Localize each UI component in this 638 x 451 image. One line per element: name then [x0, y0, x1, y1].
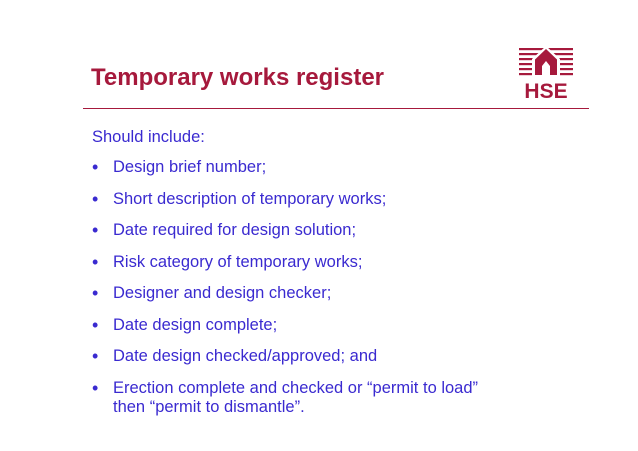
list-item: [92, 253, 512, 272]
list-item-text: Date design checked/approved; and: [113, 347, 378, 365]
hse-logo: [516, 44, 576, 100]
list-item: [92, 347, 512, 366]
list-item: [92, 316, 512, 335]
bullet-icon: •: [92, 314, 99, 335]
list-item: [92, 284, 512, 303]
bullet-icon: •: [92, 377, 99, 398]
list-item-text: Date required for design solution;: [113, 221, 357, 239]
list-item: [92, 221, 512, 240]
bullet-list: [92, 158, 512, 429]
bullet-icon: •: [92, 251, 99, 272]
logo-emblem-icon: [532, 46, 560, 77]
list-item-text: Designer and design checker;: [113, 284, 332, 302]
bullet-icon: •: [92, 157, 99, 177]
bullet-icon: •: [92, 346, 99, 366]
list-item: [92, 158, 512, 177]
title-divider: [83, 108, 589, 109]
list-item: [92, 190, 512, 209]
logo-text: HSE: [524, 80, 568, 100]
list-item-text: Risk category of temporary works;: [113, 252, 363, 271]
list-item-text: Short description of temporary works;: [113, 189, 387, 208]
bullet-icon: •: [92, 220, 99, 240]
list-item-text: Erection complete and checked or “permit to load” then “permit to dismantle”.: [113, 378, 479, 416]
list-item: [92, 379, 512, 417]
list-item-text: Design brief number;: [113, 158, 267, 176]
intro-text: Should include:: [92, 128, 205, 146]
slide-title: Temporary works register: [91, 64, 385, 91]
bullet-icon: •: [92, 188, 99, 209]
bullet-icon: •: [92, 283, 99, 303]
list-item-text: Date design complete;: [113, 315, 278, 334]
